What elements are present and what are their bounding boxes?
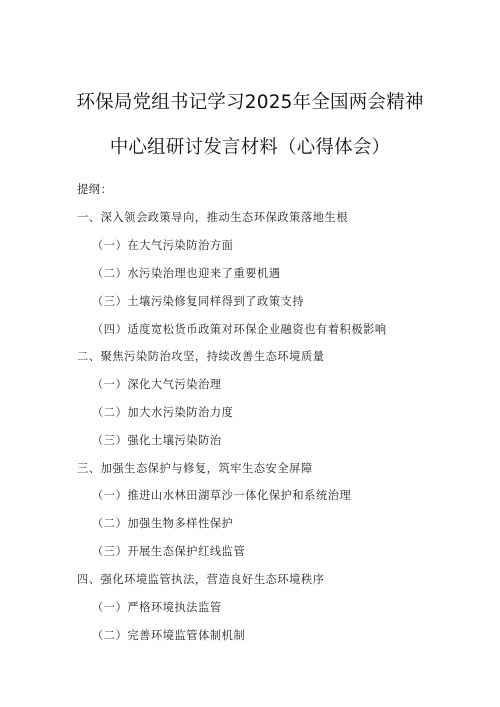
outline-item-level-1: 四、强化环境监管执法，营造良好生态环境秩序: [77, 573, 325, 586]
document-title-line-2: 中心组研讨发言材料（心得体会）: [109, 137, 391, 158]
outline-item-level-2: （一）严格环境执法监管: [92, 601, 222, 614]
outline-item-level-2: （四）适度宽松货币政策对环保企业融资也有着积极影响: [92, 323, 387, 336]
outline-item-level-2: （三）土壤污染修复同样得到了政策支持: [92, 295, 305, 308]
document-title-line-1: 环保局党组书记学习2025年全国两会精神: [76, 92, 424, 113]
outline-item-level-2: （二）水污染治理也迎来了重要机遇: [92, 267, 281, 280]
outline-item-level-1: 二、聚焦污染防治攻坚，持续改善生态环境质量: [77, 350, 325, 363]
outline-item-level-2: （二）完善环境监管体制机制: [92, 629, 246, 642]
outline-item-level-2: （三）强化土壤污染防治: [92, 434, 222, 447]
outline-label: 提纲：: [77, 183, 113, 196]
outline-item-level-2: （一）推进山水林田湖草沙一体化保护和系统治理: [92, 489, 352, 502]
outline-item-level-2: （一）深化大气污染治理: [92, 378, 222, 391]
outline-item-level-1: 三、加强生态保护与修复，筑牢生态安全屏障: [77, 462, 313, 475]
outline-item-level-2: （二）加强生物多样性保护: [92, 517, 234, 530]
outline-item-level-1: 一、深入领会政策导向，推动生态环保政策落地生根: [77, 211, 349, 224]
outline-item-level-2: （二）加大水污染防治力度: [92, 406, 234, 419]
outline-item-level-2: （一）在大气污染防治方面: [92, 239, 234, 252]
outline-item-level-2: （三）开展生态保护红线监管: [92, 545, 246, 558]
